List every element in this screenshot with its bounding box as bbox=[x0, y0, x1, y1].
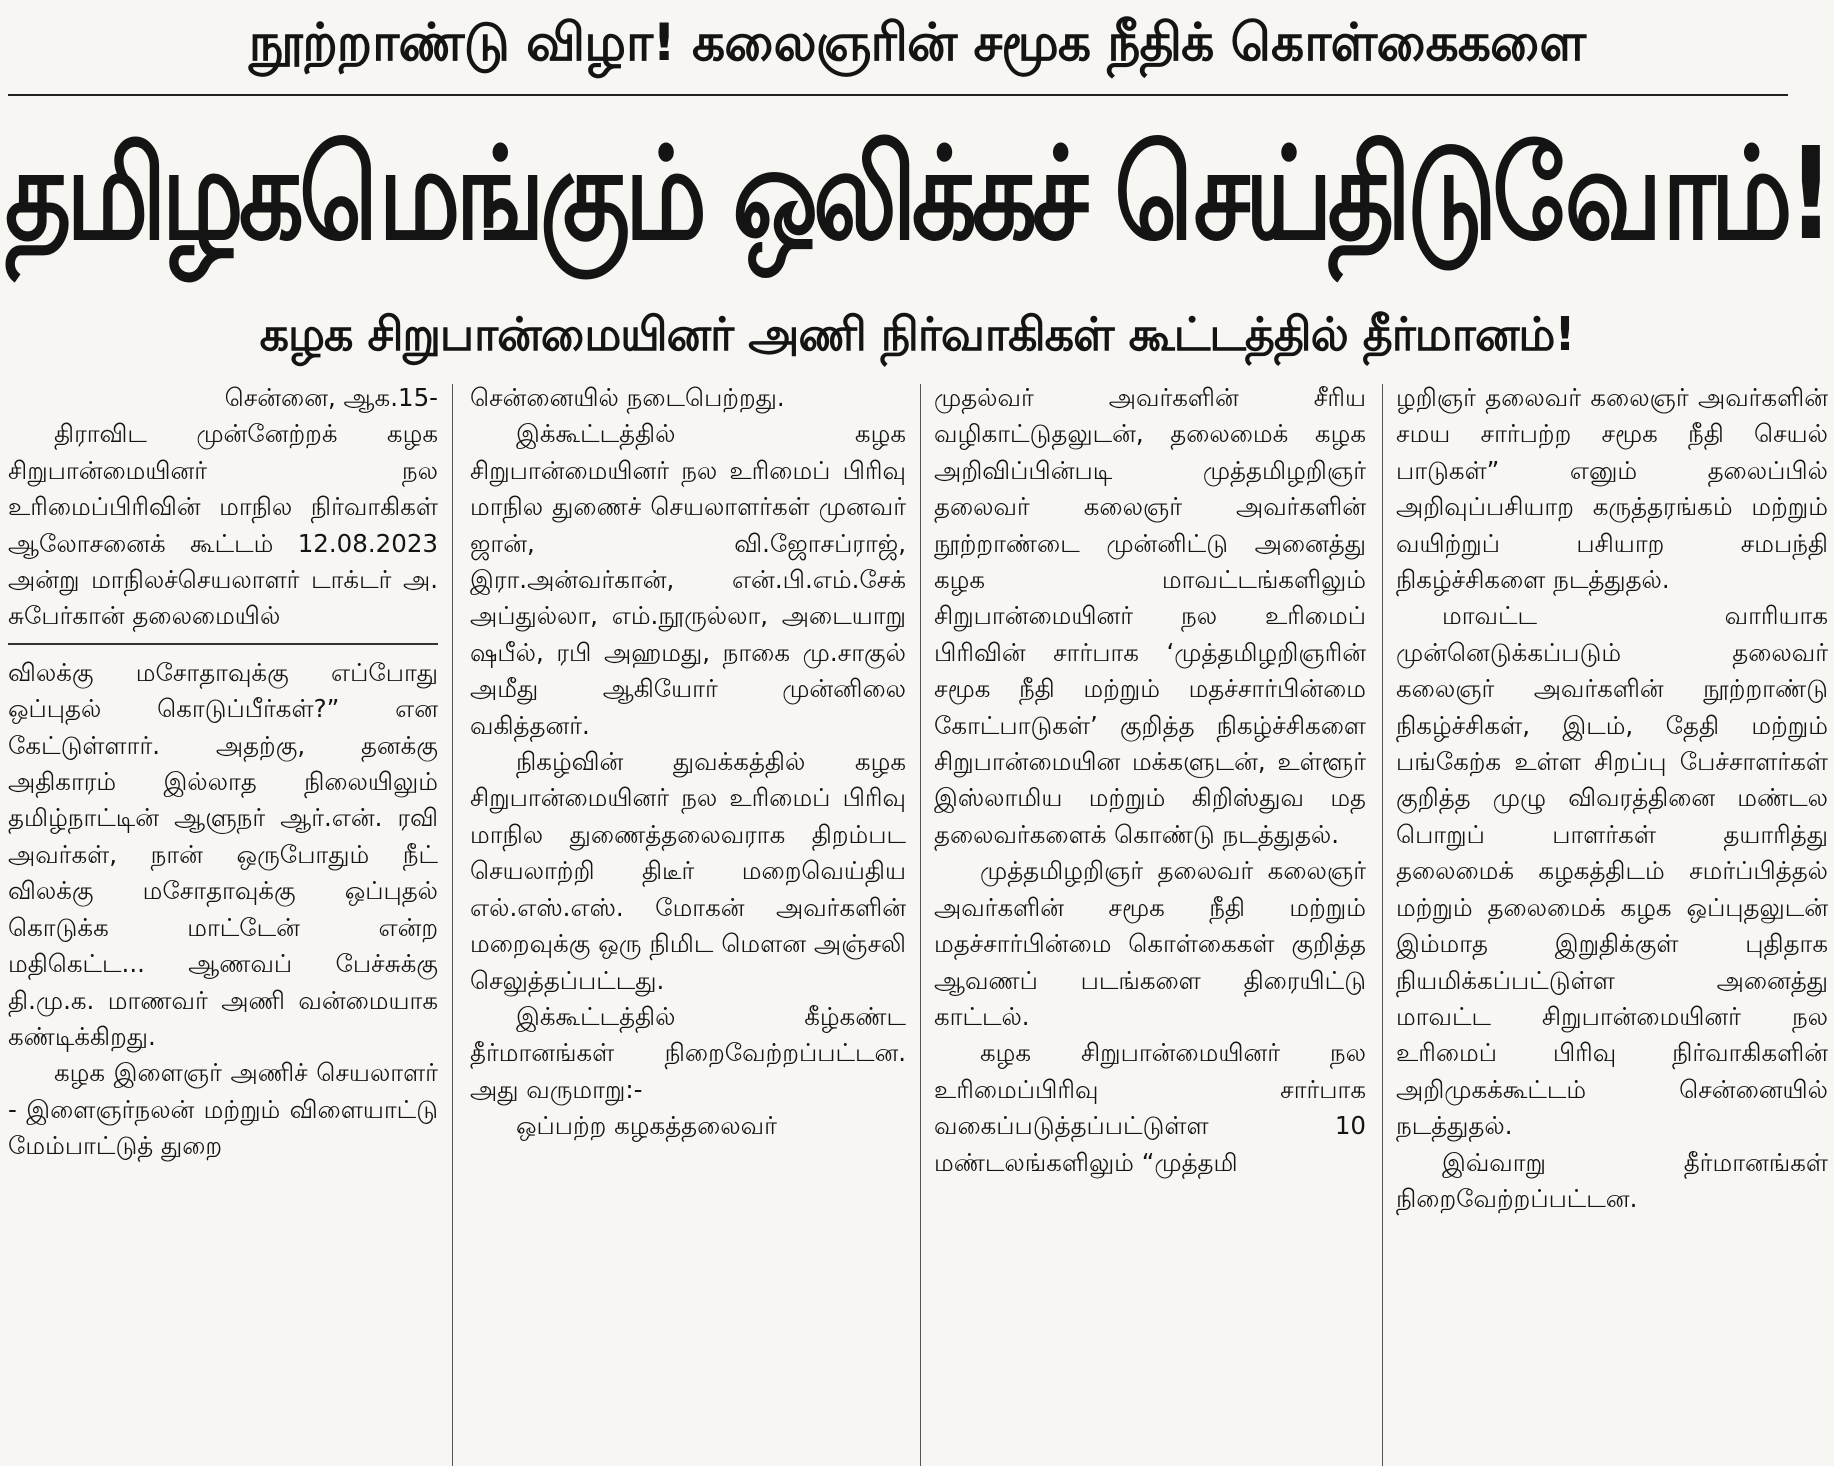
column-divider bbox=[920, 384, 921, 1466]
article-paragraph: ஒப்பற்ற கழகத்தலைவர் bbox=[516, 1111, 777, 1141]
article-paragraph: சென்னையில் நடைபெற்றது. bbox=[470, 383, 785, 412]
column-3 bbox=[934, 380, 1366, 1466]
column-divider bbox=[452, 384, 453, 1466]
article-paragraph: இக்கூட்டத்தில் கீழ்கண்ட தீர்மானங்கள் நிறைவேற்றப்பட்டன. அது வருமாறு:- bbox=[470, 1001, 906, 1104]
article-paragraph: முதல்வர் அவர்களின் சீரிய வழிகாட்டுதலுடன், தலைமைக் கழக அறிவிப்பின்படி முத்தமிழறிஞர் தலைவர் கலைஞர் அவர்களின் நூற்றாண்டை முன்னிட்டு அனைத்து கழக மாவட்டங்களிலும் சிறுபான்மையினர் நல உரிமைப் பிரிவின் சார்பாக ‘முத்தமிழறிஞரின் சமூக நீதி மற்றும் மதச்சார்பின்மை கோட்பாடுகள்’ குறித்த நிகழ்ச்சிகளை சிறுபான்மையின மக்களுடன், உள்ளூர் இஸ்லாமிய மற்றும் கிறிஸ்துவ மத தலைவர்களைக் கொண்டு நடத்துதல். bbox=[934, 383, 1366, 849]
article-paragraph: இக்கூட்டத்தில் கழக சிறுபான்மையினர் நல உரிமைப் பிரிவு மாநில துணைச் செயலாளர்கள் முனவர் ஜான், வி.ஜோசப்ராஜ், இரா.அன்வர்கான், என்.பி.எம்.சேக் அப்துல்லா, எம்.நூருல்லா, அடையாறு ஷபீல், ரபி அஹமது, நாகை மு.சாகுல் அமீது ஆகியோர் முன்னிலை வகித்தனர். bbox=[470, 419, 906, 740]
article-paragraph: இவ்வாறு தீர்மானங்கள் நிறைவேற்றப்பட்டன. bbox=[1396, 1147, 1828, 1213]
article-separator bbox=[8, 643, 438, 645]
kicker-headline: நூற்றாண்டு விழா! கலைஞரின் சமூக நீதிக் கொள்கைகளை bbox=[248, 12, 1586, 73]
column-divider bbox=[1382, 384, 1383, 1466]
other-article-paragraph: கழக இளைஞர் அணிச் செயலாளர் - இளைஞர்நலன் மற்றும் விளையாட்டு மேம்பாட்டுத் துறை bbox=[8, 1058, 438, 1161]
dateline: சென்னை, ஆக.15- bbox=[224, 383, 438, 412]
main-headline: தமிழகமெங்கும் ஒலிக்கச் செய்திடுவோம்! bbox=[4, 120, 1830, 270]
article-paragraph: முத்தமிழறிஞர் தலைவர் கலைஞர் அவர்களின் சமூக நீதி மற்றும் மதச்சார்பின்மை கொள்கைகள் குறித்த ஆவணப் படங்களை திரையிட்டு காட்டல். bbox=[934, 856, 1366, 1031]
column-2 bbox=[470, 380, 906, 1466]
other-article-paragraph: விலக்கு மசோதாவுக்கு எப்போது ஒப்புதல் கொடுப்பீர்கள்?” என கேட்டுள்ளார். அதற்கு, தனக்கு அதிகாரம் இல்லாத நிலையிலும் தமிழ்நாட்டின் ஆளுநர் ஆர்.என். ரவி அவர்கள், நான் ஒருபோதும் நீட் விலக்கு மசோதாவுக்கு ஒப்புதல் கொடுக்க மாட்டேன் என்ற மதிகெட்ட... ஆணவப் பேச்சுக்கு தி.மு.க. மாணவர் அணி வன்மையாக கண்டிக்கிறது. bbox=[8, 657, 438, 1051]
article-paragraph: ழறிஞர் தலைவர் கலைஞர் அவர்களின் சமய சார்பற்ற சமூக நீதி செயல் பாடுகள்” எனும் தலைப்பில் அறிவுப்பசியாற கருத்தரங்கம் மற்றும் வயிற்றுப் பசியாற சமபந்தி நிகழ்ச்சிகளை நடத்துதல். bbox=[1396, 383, 1828, 595]
article-paragraph: மாவட்ட வாரியாக முன்னெடுக்கப்படும் தலைவர் கலைஞர் அவர்களின் நூற்றாண்டு நிகழ்ச்சிகள், இடம், தேதி மற்றும் பங்கேற்க உள்ள சிறப்பு பேச்சாளர்கள் குறித்த முழு விவரத்தினை மண்டல பொறுப் பாளர்கள் தயாரித்து தலைமைக் கழகத்திடம் சமர்ப்பித்தல் மற்றும் தலைமைக் கழக ஒப்புதலுடன் இம்மாத இறுதிக்குள் புதிதாக நியமிக்கப்பட்டுள்ள அனைத்து மாவட்ட சிறுபான்மையினர் நல உரிமைப் பிரிவு நிர்வாகிகளின் அறிமுகக்கூட்டம் சென்னையில் நடத்துதல். bbox=[1396, 601, 1828, 1141]
article-paragraph: நிகழ்வின் துவக்கத்தில் கழக சிறுபான்மையினர் நல உரிமைப் பிரிவு மாநில துணைத்தலைவராக திறம்பட செயலாற்றி திடீர் மறைவெய்திய எல்.எஸ்.எஸ். மோகன் அவர்களின் மறைவுக்கு ஒரு நிமிட மௌன அஞ்சலி செலுத்தப்பட்டது. bbox=[470, 747, 906, 995]
article-paragraph: திராவிட முன்னேற்றக் கழக சிறுபான்மையினர் நல உரிமைப்பிரிவின் மாநில நிர்வாகிகள் ஆலோசனைக் கூட்டம் 12.08.2023 அன்று மாநிலச்செயலாளர் டாக்டர் அ. சுபேர்கான் தலைமையில் bbox=[8, 419, 438, 631]
column-1 bbox=[8, 380, 438, 1466]
article-paragraph: கழக சிறுபான்மையினர் நல உரிமைப்பிரிவு சார்பாக வகைப்படுத்தப்பட்டுள்ள 10 மண்டலங்களிலும் “முத்தமி bbox=[934, 1038, 1366, 1177]
column-4 bbox=[1396, 380, 1828, 1466]
sub-headline: கழக சிறுபான்மையினர் அணி நிர்வாகிகள் கூட்டத்தில் தீர்மானம்! bbox=[259, 306, 1575, 361]
